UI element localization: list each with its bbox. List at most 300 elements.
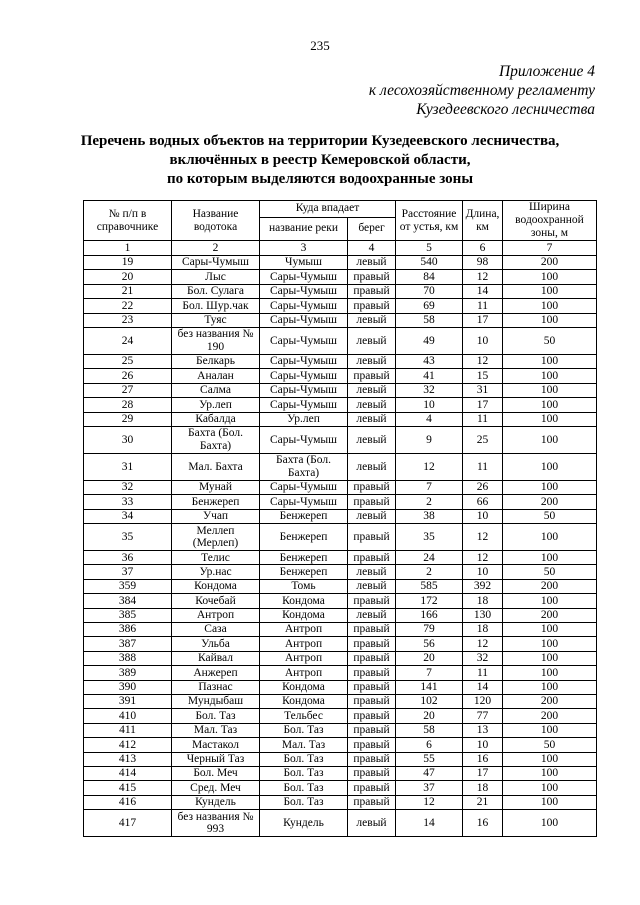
cell-width: 200	[503, 709, 597, 723]
cell-bank: правый	[348, 694, 396, 708]
cell-width: 100	[503, 623, 597, 637]
cell-distance: 84	[396, 270, 463, 284]
cell-distance: 12	[396, 795, 463, 809]
cell-width: 100	[503, 651, 597, 665]
cell-distance: 49	[396, 327, 463, 354]
cell-river: Кондома	[260, 594, 348, 608]
cell-num: 22	[84, 299, 172, 313]
cell-river: Сары-Чумыш	[260, 398, 348, 412]
cell-name: Пазнас	[172, 680, 260, 694]
cell-bank: правый	[348, 299, 396, 313]
cell-distance: 70	[396, 284, 463, 298]
cell-name: Салма	[172, 383, 260, 397]
header-num: № п/п в справочнике	[84, 201, 172, 241]
table-row	[84, 623, 597, 637]
cell-num: 386	[84, 623, 172, 637]
table-row	[84, 810, 597, 837]
cell-distance: 540	[396, 256, 463, 270]
cell-name: Мундыбаш	[172, 694, 260, 708]
cell-length: 13	[463, 723, 503, 737]
cell-width: 100	[503, 412, 597, 426]
cell-num: 36	[84, 551, 172, 565]
cell-bank: правый	[348, 680, 396, 694]
cell-bank: левый	[348, 579, 396, 593]
cell-length: 32	[463, 651, 503, 665]
cell-length: 31	[463, 383, 503, 397]
cell-length: 12	[463, 637, 503, 651]
table-row	[84, 495, 597, 509]
cell-num: 410	[84, 709, 172, 723]
cell-width: 100	[503, 766, 597, 780]
cell-width: 100	[503, 723, 597, 737]
cell-name: Сред. Меч	[172, 781, 260, 795]
cell-length: 12	[463, 270, 503, 284]
cell-bank: левый	[348, 426, 396, 453]
cell-bank: правый	[348, 766, 396, 780]
table-row	[84, 256, 597, 270]
table-row	[84, 327, 597, 354]
cell-distance: 4	[396, 412, 463, 426]
cell-distance: 102	[396, 694, 463, 708]
cell-bank: правый	[348, 495, 396, 509]
cell-num: 387	[84, 637, 172, 651]
cell-distance: 58	[396, 723, 463, 737]
cell-distance: 56	[396, 637, 463, 651]
column-number: 3	[260, 241, 348, 256]
cell-num: 389	[84, 666, 172, 680]
cell-bank: правый	[348, 524, 396, 551]
cell-num: 415	[84, 781, 172, 795]
cell-width: 100	[503, 284, 597, 298]
cell-length: 14	[463, 680, 503, 694]
cell-bank: правый	[348, 752, 396, 766]
cell-width: 100	[503, 426, 597, 453]
cell-river: Антроп	[260, 637, 348, 651]
cell-name: без названия № 190	[172, 327, 260, 354]
table-row	[84, 709, 597, 723]
cell-length: 18	[463, 781, 503, 795]
cell-num: 391	[84, 694, 172, 708]
cell-distance: 141	[396, 680, 463, 694]
cell-river: Бенжереп	[260, 551, 348, 565]
cell-river: Сары-Чумыш	[260, 354, 348, 368]
table-row	[84, 723, 597, 737]
cell-width: 100	[503, 270, 597, 284]
cell-num: 37	[84, 565, 172, 579]
cell-num: 19	[84, 256, 172, 270]
cell-river: Сары-Чумыш	[260, 284, 348, 298]
cell-bank: левый	[348, 256, 396, 270]
column-number: 5	[396, 241, 463, 256]
cell-name: Аналан	[172, 369, 260, 383]
cell-length: 392	[463, 579, 503, 593]
column-number: 1	[84, 241, 172, 256]
appendix-line-3: Кузедеевского лесничества	[416, 101, 595, 118]
cell-num: 390	[84, 680, 172, 694]
cell-distance: 2	[396, 495, 463, 509]
cell-distance: 41	[396, 369, 463, 383]
table-row	[84, 426, 597, 453]
cell-distance: 47	[396, 766, 463, 780]
cell-num: 414	[84, 766, 172, 780]
cell-width: 100	[503, 354, 597, 368]
cell-bank: левый	[348, 565, 396, 579]
cell-bank: левый	[348, 453, 396, 480]
table-row	[84, 551, 597, 565]
cell-length: 15	[463, 369, 503, 383]
cell-name: Кундель	[172, 795, 260, 809]
cell-river: Сары-Чумыш	[260, 313, 348, 327]
cell-length: 120	[463, 694, 503, 708]
cell-distance: 585	[396, 579, 463, 593]
cell-distance: 69	[396, 299, 463, 313]
cell-distance: 55	[396, 752, 463, 766]
cell-river: Кондома	[260, 680, 348, 694]
cell-name: Черный Таз	[172, 752, 260, 766]
cell-width: 200	[503, 256, 597, 270]
cell-length: 10	[463, 509, 503, 523]
cell-length: 11	[463, 412, 503, 426]
header-river-name: название реки	[260, 217, 348, 240]
cell-name: Анжереп	[172, 666, 260, 680]
cell-name: Кабалда	[172, 412, 260, 426]
cell-width: 100	[503, 313, 597, 327]
page-number: 235	[310, 38, 330, 53]
cell-name: Мастакол	[172, 738, 260, 752]
cell-num: 29	[84, 412, 172, 426]
cell-distance: 12	[396, 453, 463, 480]
cell-width: 100	[503, 781, 597, 795]
cell-river: Тельбес	[260, 709, 348, 723]
cell-river: Сары-Чумыш	[260, 495, 348, 509]
cell-length: 21	[463, 795, 503, 809]
cell-bank: правый	[348, 637, 396, 651]
cell-num: 25	[84, 354, 172, 368]
cell-width: 100	[503, 299, 597, 313]
table-row	[84, 594, 597, 608]
appendix-line-1: Приложение 4	[498, 63, 595, 80]
cell-num: 388	[84, 651, 172, 665]
cell-distance: 20	[396, 651, 463, 665]
cell-name: Бол. Таз	[172, 709, 260, 723]
cell-name: Белкарь	[172, 354, 260, 368]
cell-bank: левый	[348, 313, 396, 327]
cell-river: Антроп	[260, 666, 348, 680]
column-number: 4	[348, 241, 396, 256]
cell-river: Сары-Чумыш	[260, 327, 348, 354]
water-objects-table	[83, 200, 597, 837]
title-line-3: по которым выделяются водоохранные зоны	[166, 171, 474, 187]
cell-num: 20	[84, 270, 172, 284]
cell-length: 17	[463, 766, 503, 780]
cell-num: 28	[84, 398, 172, 412]
table-row	[84, 680, 597, 694]
cell-bank: левый	[348, 398, 396, 412]
table-row	[84, 313, 597, 327]
cell-river: Сары-Чумыш	[260, 299, 348, 313]
cell-width: 100	[503, 524, 597, 551]
table-row	[84, 480, 597, 494]
cell-distance: 24	[396, 551, 463, 565]
cell-river: Кондома	[260, 608, 348, 622]
cell-width: 100	[503, 453, 597, 480]
cell-river: Бенжереп	[260, 509, 348, 523]
cell-distance: 32	[396, 383, 463, 397]
cell-name: Меллеп (Мерлеп)	[172, 524, 260, 551]
cell-width: 50	[503, 327, 597, 354]
cell-width: 100	[503, 637, 597, 651]
cell-length: 10	[463, 327, 503, 354]
cell-width: 100	[503, 594, 597, 608]
appendix-note	[369, 62, 595, 119]
cell-length: 77	[463, 709, 503, 723]
cell-name: Мал. Бахта	[172, 453, 260, 480]
cell-name: Учап	[172, 509, 260, 523]
cell-river: Бол. Таз	[260, 781, 348, 795]
cell-num: 33	[84, 495, 172, 509]
cell-river: Сары-Чумыш	[260, 369, 348, 383]
cell-distance: 166	[396, 608, 463, 622]
cell-river: Бенжереп	[260, 524, 348, 551]
table-row	[84, 579, 597, 593]
cell-river: Антроп	[260, 651, 348, 665]
cell-river: Кондома	[260, 694, 348, 708]
cell-name: Туяс	[172, 313, 260, 327]
cell-num: 411	[84, 723, 172, 737]
header-flows-into: Куда впадает	[260, 201, 396, 218]
cell-num: 359	[84, 579, 172, 593]
cell-distance: 7	[396, 666, 463, 680]
cell-distance: 6	[396, 738, 463, 752]
cell-river: Томь	[260, 579, 348, 593]
cell-length: 26	[463, 480, 503, 494]
table-row	[84, 565, 597, 579]
header-name: Название водотока	[172, 201, 260, 241]
header-distance: Расстояние от устья, км	[396, 201, 463, 241]
water-objects-table-container	[83, 200, 596, 837]
cell-width: 100	[503, 810, 597, 837]
cell-length: 11	[463, 666, 503, 680]
cell-river: Сары-Чумыш	[260, 383, 348, 397]
cell-distance: 172	[396, 594, 463, 608]
table-row	[84, 608, 597, 622]
cell-width: 200	[503, 694, 597, 708]
table-row	[84, 369, 597, 383]
cell-name: без названия № 993	[172, 810, 260, 837]
cell-name: Бол. Шур.чак	[172, 299, 260, 313]
cell-bank: правый	[348, 651, 396, 665]
cell-name: Лыс	[172, 270, 260, 284]
table-row	[84, 651, 597, 665]
table-row	[84, 766, 597, 780]
column-number: 7	[503, 241, 597, 256]
cell-width: 50	[503, 565, 597, 579]
table-row	[84, 383, 597, 397]
cell-bank: правый	[348, 738, 396, 752]
cell-width: 100	[503, 369, 597, 383]
title-line-1: Перечень водных объектов на территории Кузедеевского лесничества,	[80, 133, 560, 149]
cell-distance: 20	[396, 709, 463, 723]
table-row	[84, 453, 597, 480]
cell-num: 34	[84, 509, 172, 523]
title-line-2: включённых в реестр Кемеровской области,	[169, 152, 471, 168]
cell-bank: левый	[348, 354, 396, 368]
cell-name: Телис	[172, 551, 260, 565]
cell-name: Саза	[172, 623, 260, 637]
cell-width: 50	[503, 738, 597, 752]
table-row	[84, 284, 597, 298]
column-numbers-row	[84, 241, 597, 256]
cell-river: Антроп	[260, 623, 348, 637]
cell-bank: правый	[348, 369, 396, 383]
cell-num: 416	[84, 795, 172, 809]
cell-name: Бол. Сулага	[172, 284, 260, 298]
cell-width: 100	[503, 383, 597, 397]
cell-name: Бахта (Бол. Бахта)	[172, 426, 260, 453]
table-row	[84, 354, 597, 368]
cell-bank: правый	[348, 594, 396, 608]
cell-bank: левый	[348, 509, 396, 523]
table-row	[84, 781, 597, 795]
cell-bank: правый	[348, 666, 396, 680]
cell-length: 18	[463, 594, 503, 608]
header-width: Ширина водоохранной зоны, м	[503, 201, 597, 241]
cell-name: Сары-Чумыш	[172, 256, 260, 270]
cell-width: 100	[503, 666, 597, 680]
cell-length: 17	[463, 313, 503, 327]
cell-num: 26	[84, 369, 172, 383]
table-row	[84, 752, 597, 766]
cell-num: 27	[84, 383, 172, 397]
cell-width: 100	[503, 795, 597, 809]
cell-river: Бенжереп	[260, 565, 348, 579]
cell-bank: правый	[348, 781, 396, 795]
cell-length: 12	[463, 524, 503, 551]
cell-river: Бол. Таз	[260, 752, 348, 766]
cell-bank: правый	[348, 480, 396, 494]
cell-bank: правый	[348, 284, 396, 298]
table-row	[84, 270, 597, 284]
cell-length: 18	[463, 623, 503, 637]
cell-num: 30	[84, 426, 172, 453]
cell-num: 23	[84, 313, 172, 327]
table-row	[84, 398, 597, 412]
cell-name: Бенжереп	[172, 495, 260, 509]
cell-distance: 10	[396, 398, 463, 412]
cell-width: 100	[503, 398, 597, 412]
cell-width: 100	[503, 551, 597, 565]
cell-length: 98	[463, 256, 503, 270]
cell-length: 130	[463, 608, 503, 622]
cell-num: 35	[84, 524, 172, 551]
cell-distance: 35	[396, 524, 463, 551]
cell-name: Мал. Таз	[172, 723, 260, 737]
cell-num: 413	[84, 752, 172, 766]
cell-num: 31	[84, 453, 172, 480]
table-row	[84, 694, 597, 708]
cell-name: Ур.нас	[172, 565, 260, 579]
cell-distance: 37	[396, 781, 463, 795]
cell-length: 10	[463, 565, 503, 579]
header-bank: берег	[348, 217, 396, 240]
cell-river: Бол. Таз	[260, 766, 348, 780]
cell-river: Сары-Чумыш	[260, 426, 348, 453]
cell-length: 66	[463, 495, 503, 509]
cell-river: Сары-Чумыш	[260, 270, 348, 284]
cell-distance: 2	[396, 565, 463, 579]
cell-distance: 9	[396, 426, 463, 453]
cell-distance: 7	[396, 480, 463, 494]
cell-bank: правый	[348, 795, 396, 809]
cell-river: Бол. Таз	[260, 723, 348, 737]
cell-length: 17	[463, 398, 503, 412]
cell-num: 412	[84, 738, 172, 752]
table-row	[84, 795, 597, 809]
cell-name: Ур.леп	[172, 398, 260, 412]
table-row	[84, 509, 597, 523]
cell-distance: 43	[396, 354, 463, 368]
cell-width: 200	[503, 579, 597, 593]
cell-river: Бахта (Бол. Бахта)	[260, 453, 348, 480]
cell-river: Сары-Чумыш	[260, 480, 348, 494]
cell-name: Бол. Меч	[172, 766, 260, 780]
cell-bank: правый	[348, 723, 396, 737]
column-number: 2	[172, 241, 260, 256]
cell-num: 385	[84, 608, 172, 622]
cell-bank: правый	[348, 623, 396, 637]
cell-bank: левый	[348, 383, 396, 397]
cell-num: 24	[84, 327, 172, 354]
cell-distance: 58	[396, 313, 463, 327]
cell-bank: левый	[348, 810, 396, 837]
cell-bank: левый	[348, 608, 396, 622]
cell-num: 384	[84, 594, 172, 608]
cell-length: 25	[463, 426, 503, 453]
cell-name: Ульба	[172, 637, 260, 651]
cell-length: 16	[463, 752, 503, 766]
column-number: 6	[463, 241, 503, 256]
cell-length: 12	[463, 354, 503, 368]
cell-name: Антроп	[172, 608, 260, 622]
cell-bank: левый	[348, 412, 396, 426]
cell-river: Бол. Таз	[260, 795, 348, 809]
cell-length: 11	[463, 453, 503, 480]
cell-river: Ур.леп	[260, 412, 348, 426]
cell-name: Кочебай	[172, 594, 260, 608]
cell-name: Мунай	[172, 480, 260, 494]
table-row	[84, 738, 597, 752]
cell-bank: правый	[348, 551, 396, 565]
cell-width: 100	[503, 752, 597, 766]
cell-width: 50	[503, 509, 597, 523]
cell-name: Кайвал	[172, 651, 260, 665]
cell-width: 200	[503, 608, 597, 622]
cell-bank: левый	[348, 327, 396, 354]
table-row	[84, 637, 597, 651]
appendix-line-2: к лесохозяйственному регламенту	[368, 82, 595, 99]
cell-width: 100	[503, 680, 597, 694]
table-row	[84, 524, 597, 551]
table-row	[84, 666, 597, 680]
cell-bank: правый	[348, 270, 396, 284]
cell-distance: 79	[396, 623, 463, 637]
cell-length: 11	[463, 299, 503, 313]
table-body	[84, 256, 597, 837]
cell-name: Кондома	[172, 579, 260, 593]
cell-num: 32	[84, 480, 172, 494]
cell-distance: 14	[396, 810, 463, 837]
cell-num: 417	[84, 810, 172, 837]
